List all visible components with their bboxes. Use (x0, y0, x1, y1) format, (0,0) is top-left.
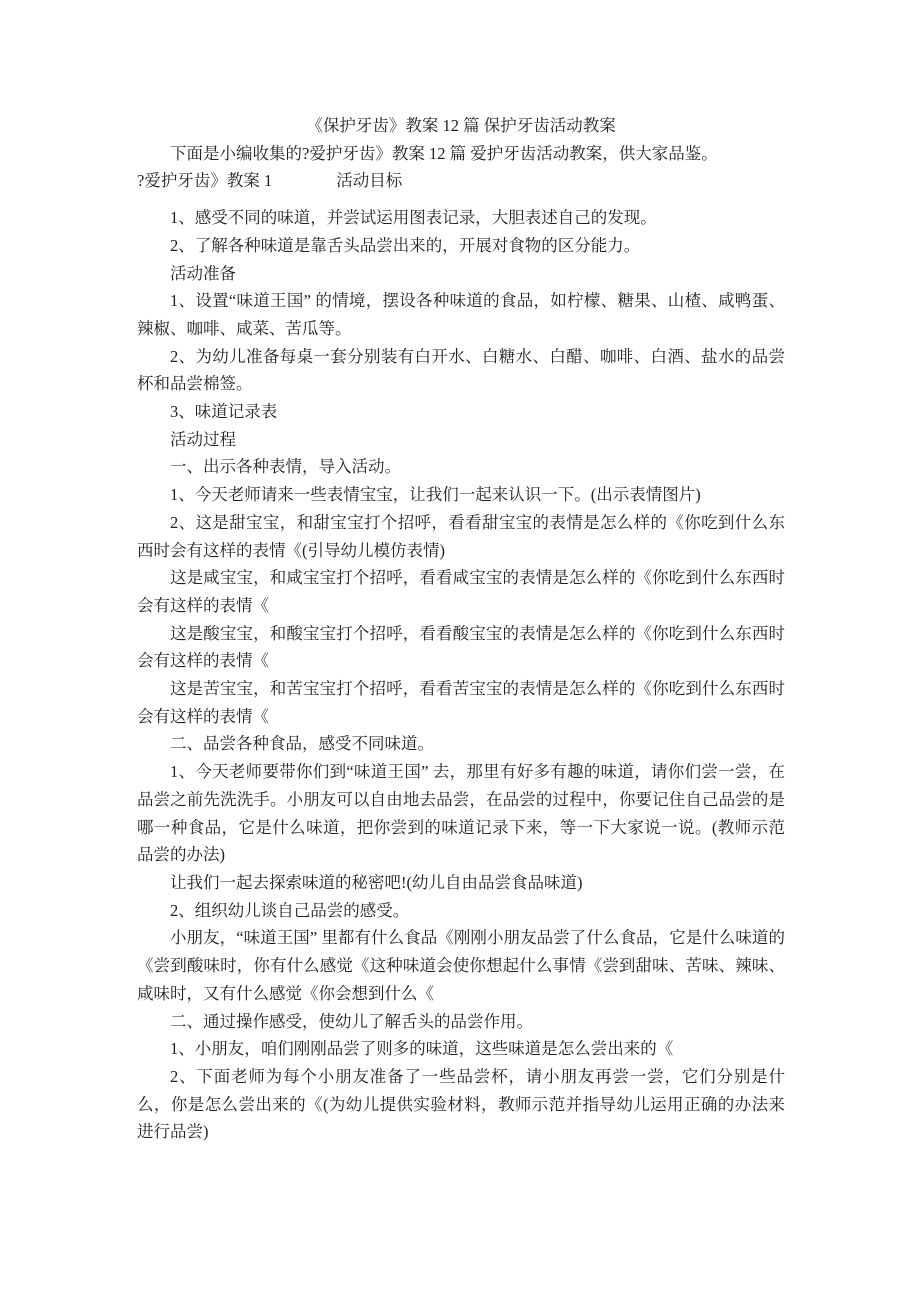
body-paragraph: 1、小朋友，咱们刚刚品尝了则多的味道，这些味道是怎么尝出来的《 (170, 1039, 674, 1059)
document-title: 《保护牙齿》教案 12 篇 保护牙齿活动教案 (306, 116, 616, 135)
body-paragraph: 一、出示各种表情，导入活动。 (170, 457, 401, 477)
body-paragraph: 2、为幼儿准备每桌一套分别装有白开水、白糖水、白醋、咖啡、白酒、盐水的品尝杯和品尝棉签。 (137, 346, 785, 394)
lesson-heading (137, 167, 785, 195)
body-paragraph: 1、今天老师要带你们到“味道王国” 去，那里有好多有趣的味道，请你们尝一尝，在品尝之前先洗洗手。小朋友可以自由地去品尝，在品尝的过程中，你要记住自己品尝的是哪一种食品，它是什么味道，把你尝到的味道记录下来，等一下大家说一说。(教师示范品尝的办法) (137, 762, 785, 865)
body-paragraph: 活动过程 (170, 429, 236, 449)
document-body (137, 204, 785, 1146)
body-paragraph: 活动准备 (170, 263, 236, 283)
body-paragraph: 小朋友，“味道王国” 里都有什么食品《刚刚小朋友品尝了什么食品，它是什么味道的《尝到酸味时，你有什么感觉《这种味道会使你想起什么事情《尝到甜味、苦味、辣味、咸味时，又有什么感觉《你会想到什么《 (137, 928, 785, 1003)
body-paragraph: 让我们一起去探索味道的秘密吧!(幼儿自由品尝食品味道) (170, 872, 583, 892)
body-paragraph: 2、了解各种味道是靠舌头品尝出来的，开展对食物的区分能力。 (170, 235, 641, 255)
body-paragraph: 这是酸宝宝，和酸宝宝打个招呼，看看酸宝宝的表情是怎么样的《你吃到什么东西时会有这样的表情《 (137, 623, 785, 671)
body-paragraph: 1、今天老师请来一些表情宝宝，让我们一起来认识一下。(出示表情图片) (170, 485, 701, 505)
body-paragraph: 2、下面老师为每个小朋友准备了一些品尝杯，请小朋友再尝一尝，它们分别是什么，你是怎么尝出来的《(为幼儿提供实验材料，教师示范并指导幼儿运用正确的办法来进行品尝) (137, 1066, 785, 1142)
body-paragraph: 1、感受不同的味道，并尝试运用图表记录，大胆表述自己的发现。 (170, 208, 657, 228)
body-paragraph: 这是苦宝宝，和苦宝宝打个招呼，看看苦宝宝的表情是怎么样的《你吃到什么东西时会有这样的表情《 (137, 679, 785, 726)
body-paragraph: 二、通过操作感受，使幼儿了解舌头的品尝作用。 (170, 1011, 533, 1031)
lesson-heading-label: 活动目标 (336, 171, 403, 191)
body-paragraph: 二、品尝各种食品，感受不同味道。 (170, 734, 434, 754)
body-paragraph: 2、这是甜宝宝，和甜宝宝打个招呼，看看甜宝宝的表情是怎么样的《你吃到什么东西时会有这样的表情《(引导幼儿模仿表情) (137, 512, 785, 560)
body-paragraph: 这是咸宝宝，和咸宝宝打个招呼，看看咸宝宝的表情是怎么样的《你吃到什么东西时会有这样的表情《 (137, 568, 785, 615)
body-paragraph: 2、组织幼儿谈自己品尝的感受。 (170, 900, 410, 920)
body-paragraph: 3、味道记录表 (170, 402, 278, 422)
intro-paragraph: 下面是小编收集的?爱护牙齿》教案 12 篇 爱护牙齿活动教案，供大家品鉴。 (170, 143, 718, 163)
lesson-heading-number: ?爱护牙齿》教案 1 (137, 171, 273, 191)
body-paragraph: 1、设置“味道王国” 的情境，摆设各种味道的食品，如柠檬、糖果、山楂、咸鸭蛋、辣椒、咖啡、咸菜、苦瓜等。 (137, 291, 785, 338)
